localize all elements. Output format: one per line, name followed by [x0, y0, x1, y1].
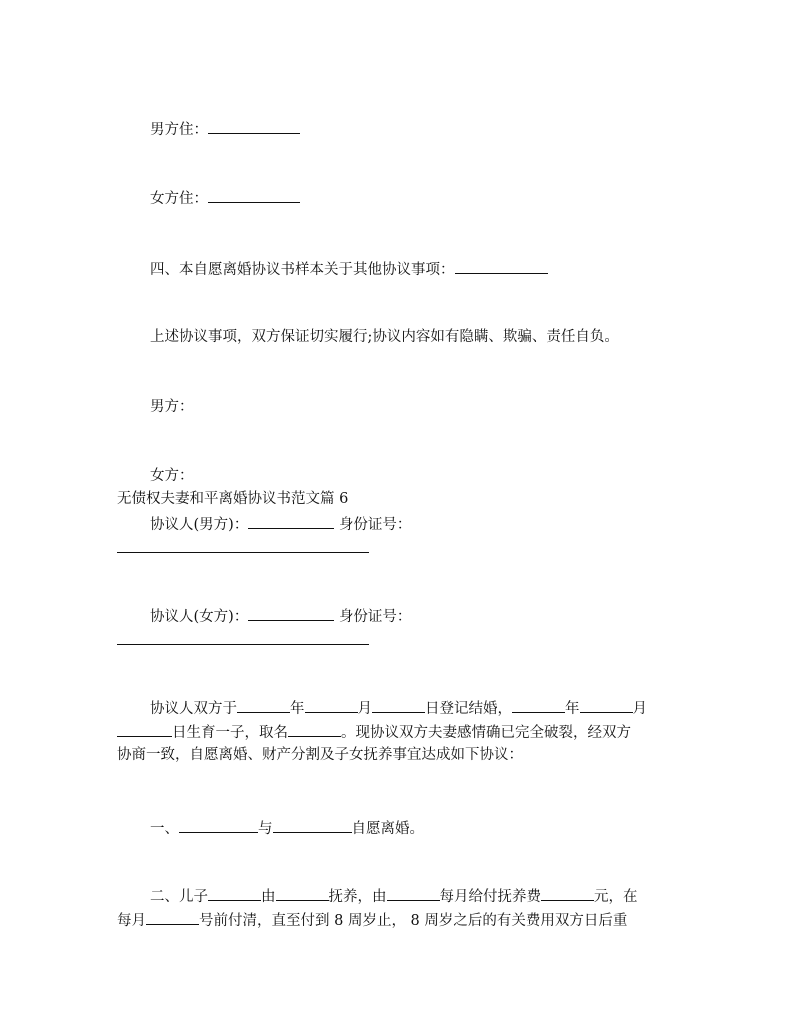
year-label: 年: [565, 701, 580, 717]
blank-field: [541, 885, 594, 901]
id-number-blank: [117, 552, 369, 553]
id-number-blank: [117, 644, 369, 645]
blank-field: [512, 697, 565, 713]
blank-field: [248, 605, 334, 621]
item-2-text: 抚养，由: [328, 889, 387, 905]
item-4-text: 四、本自愿离婚协议书样本关于其他协议事项：: [150, 262, 455, 278]
wife-signature-label: 女方：: [150, 468, 194, 484]
blank-field: [208, 118, 300, 134]
id-number-label: 身份证号：: [338, 517, 412, 533]
blank-field: [455, 258, 548, 274]
blank-field: [237, 697, 290, 713]
item-2-text: 由: [261, 889, 276, 905]
party-wife-label: 协议人(女方)：: [150, 609, 249, 625]
party-husband-line: [150, 513, 411, 535]
month-label: 月: [632, 701, 647, 717]
day-label: 日登记结婚，: [425, 701, 512, 717]
id-number-label: 身份证号：: [338, 609, 412, 625]
intro-line-1: [150, 697, 647, 719]
commitment-line: 上述协议事项，双方保证切实履行;协议内容如有隐瞒、欺骗、责任自负。: [150, 329, 619, 345]
item-2-line-2: [117, 909, 627, 931]
item-1-text: 自愿离婚。: [351, 821, 424, 837]
section-title: 无债权夫妻和平离婚协议书范文篇 6: [117, 491, 349, 507]
item-1-label: 一、: [150, 821, 179, 837]
month-label: 月: [357, 701, 372, 717]
husband-signature-label: 男方：: [150, 399, 194, 415]
blank-field: [305, 697, 358, 713]
intro-text: 日生育一子，取名: [172, 725, 288, 741]
blank-field: [273, 817, 352, 833]
blank-field: [580, 697, 633, 713]
item-2-text: 每月给付抚养费: [439, 889, 541, 905]
wife-residence-label: 女方住：: [150, 191, 208, 207]
intro-text: 协议人双方于: [150, 701, 237, 717]
party-wife-line: [150, 605, 411, 627]
party-husband-label: 协议人(男方)：: [150, 517, 249, 533]
husband-residence-line: [150, 118, 300, 140]
wife-residence-line: [150, 187, 300, 209]
blank-field: [248, 513, 334, 529]
intro-text: 。现协议双方夫妻感情确已完全破裂，经双方: [341, 725, 631, 741]
husband-residence-label: 男方住：: [150, 122, 208, 138]
item-2-text: 元，在: [594, 889, 638, 905]
item-1-text: 与: [258, 821, 273, 837]
item-4-line: [150, 258, 548, 280]
blank-field: [208, 187, 300, 203]
item-2-label: 二、儿子: [150, 889, 208, 905]
blank-field: [208, 885, 261, 901]
blank-field: [288, 721, 341, 737]
intro-line-3: 协商一致，自愿离婚、财产分割及子女抚养事宜达成如下协议：: [117, 747, 523, 763]
blank-field: [117, 721, 172, 737]
blank-field: [276, 885, 329, 901]
blank-field: [179, 817, 258, 833]
intro-line-2: [117, 721, 631, 743]
blank-field: [387, 885, 440, 901]
item-1-line: [150, 817, 424, 839]
year-label: 年: [290, 701, 305, 717]
item-2-line-1: [150, 885, 638, 907]
blank-field: [372, 697, 425, 713]
item-2-text: 号前付清，直至付到 8 周岁止， 8 周岁之后的有关费用双方日后重: [199, 913, 628, 929]
blank-field: [146, 909, 199, 925]
item-2-text: 每月: [117, 913, 146, 929]
